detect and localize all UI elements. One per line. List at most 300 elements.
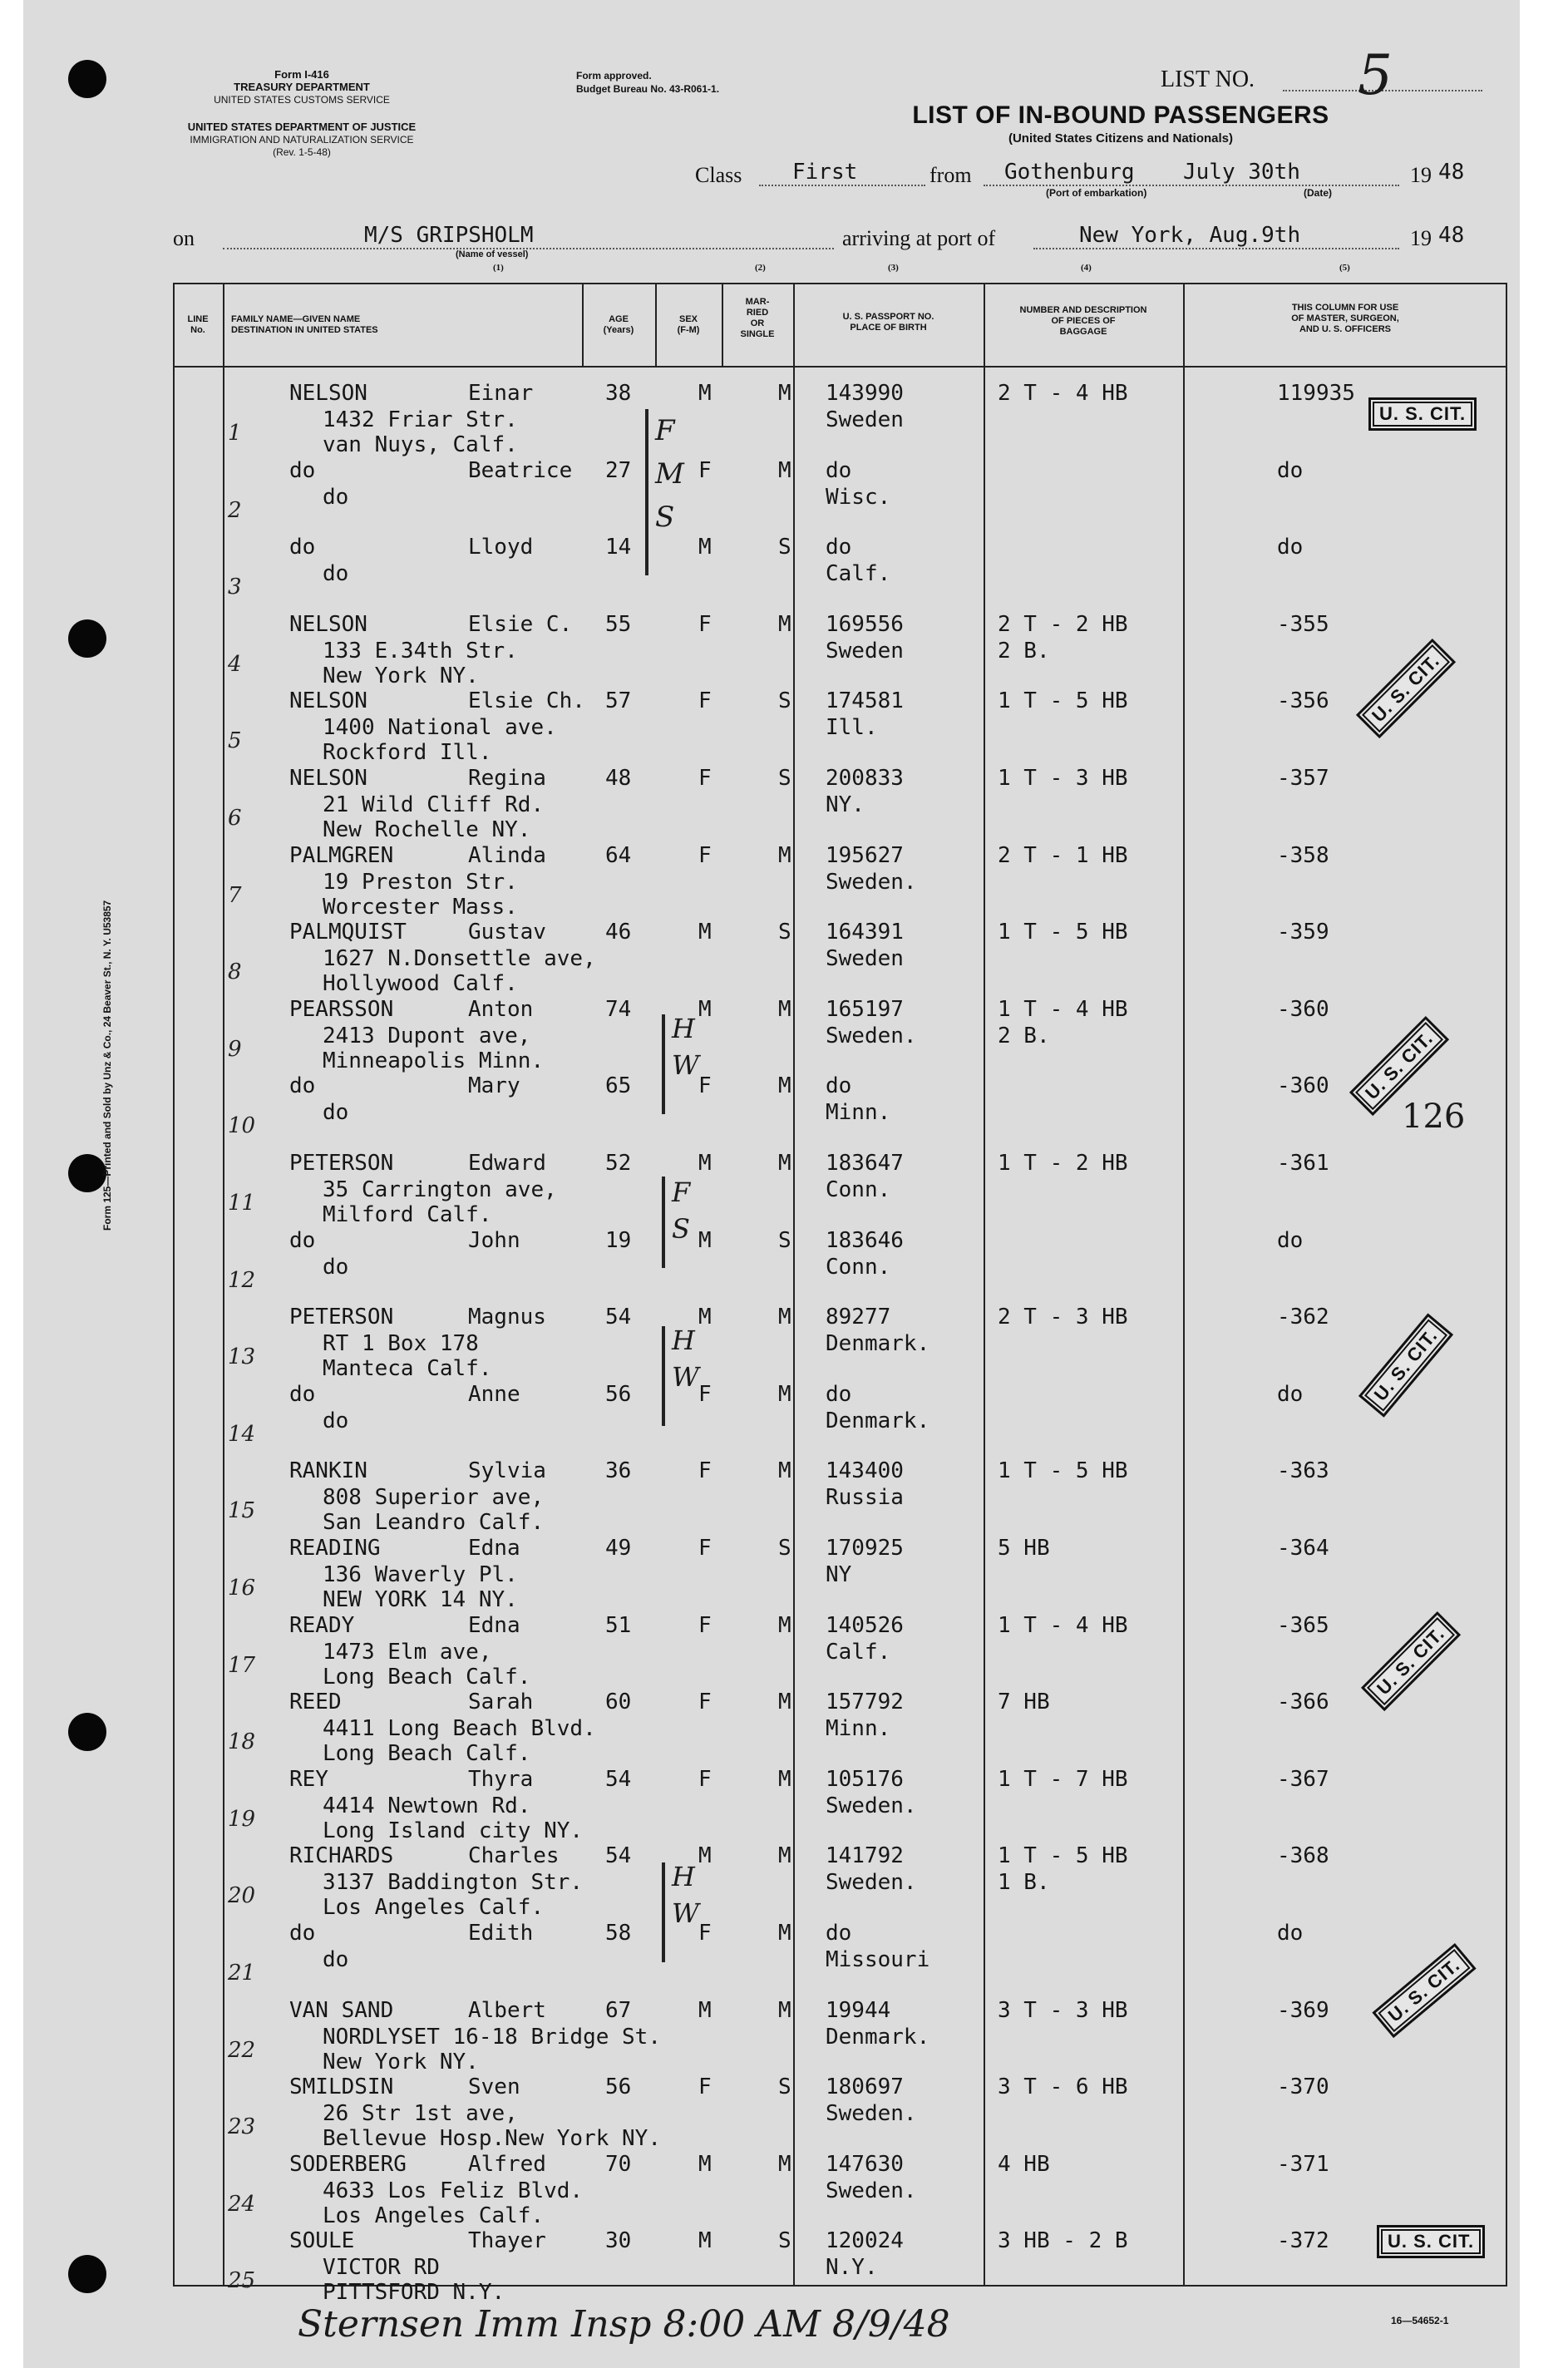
cell-baggage2: 2 B.	[998, 1023, 1050, 1048]
cell-birth: N.Y.	[826, 2255, 878, 2281]
hand-marks	[672, 1858, 705, 1931]
col-number: (4)	[1081, 263, 1092, 273]
header-line-no: LINE No.	[187, 314, 209, 335]
cell-surname: REY	[289, 1766, 328, 1792]
col-number: (2)	[755, 263, 766, 273]
cell-officer: -372	[1277, 2228, 1329, 2254]
header-married: MAR- RIED OR SINGLE	[740, 297, 775, 339]
line-check-mark: 12	[228, 1267, 256, 1293]
cell-baggage1: 1 T - 5 HB	[998, 1843, 1128, 1869]
cell-sex: M	[698, 996, 712, 1022]
vessel-caption: (Name of vessel)	[456, 249, 529, 259]
cell-baggage1: 1 T - 5 HB	[998, 1458, 1128, 1484]
cell-officer: -369	[1277, 1997, 1329, 2023]
cell-ms: M	[778, 1843, 791, 1869]
cell-sex: M	[698, 1227, 712, 1253]
cell-ms: M	[778, 1151, 791, 1176]
cell-age: 64	[605, 842, 632, 868]
us-cit-stamp: U. S. CIT.	[1372, 1943, 1476, 2038]
cell-surname: do	[289, 457, 316, 483]
cell-age: 38	[605, 381, 632, 406]
form-sheet	[23, 0, 1520, 2368]
cell-dest1: 1473 Elm ave,	[323, 1639, 492, 1665]
cell-birth: Minn.	[826, 1716, 891, 1742]
cell-dest1: do	[323, 1254, 349, 1280]
cell-age: 14	[605, 535, 632, 560]
cell-ms: S	[778, 1536, 791, 1561]
cell-surname: PALMGREN	[289, 842, 394, 868]
cell-dest2: Minneapolis Minn.	[323, 1048, 545, 1073]
cell-ms: S	[778, 920, 791, 945]
cell-sex: M	[698, 920, 712, 945]
cell-birth: Minn.	[826, 1100, 891, 1126]
on-label: on	[173, 226, 195, 250]
form-approved: Form approved.	[576, 70, 652, 81]
cell-dest1: 21 Wild Cliff Rd.	[323, 792, 545, 817]
line-check-mark: 2	[228, 497, 242, 523]
cell-dest2: NEW YORK 14 NY.	[323, 1587, 518, 1612]
cell-ms: M	[778, 1305, 791, 1330]
year-value-2: 48	[1438, 223, 1465, 248]
cell-dest2: New York NY.	[323, 663, 479, 688]
cell-dest2: PITTSFORD N.Y.	[323, 2280, 505, 2306]
cell-age: 55	[605, 611, 632, 637]
cell-dest2: Bellevue Hosp.New York NY.	[323, 2126, 661, 2152]
dept-treasury: TREASURY DEPARTMENT	[234, 81, 370, 93]
cell-birth: Denmark.	[826, 1408, 930, 1433]
hand-bracket	[662, 1014, 665, 1114]
cell-birth: Calf.	[826, 561, 891, 587]
hand-mark: W	[672, 1897, 699, 1929]
cell-dest1: 4411 Long Beach Blvd.	[323, 1716, 596, 1742]
cell-age: 57	[605, 688, 632, 714]
cell-birth: Russia	[826, 1485, 904, 1511]
hand-marks	[672, 1010, 705, 1083]
cell-surname: do	[289, 1073, 316, 1099]
cell-baggage1: 1 T - 3 HB	[998, 766, 1128, 791]
cell-passport: 180697	[826, 2074, 904, 2100]
cell-dest2: Los Angeles Calf.	[323, 1895, 545, 1921]
footer-code: 16—54652-1	[1391, 2315, 1449, 2326]
cell-dest1: do	[323, 1947, 349, 1972]
cell-age: 67	[605, 1997, 632, 2023]
class-value: First	[792, 160, 858, 185]
cell-age: 52	[605, 1151, 632, 1176]
cell-dest2: van Nuys, Calf.	[323, 432, 518, 457]
cell-age: 36	[605, 1458, 632, 1484]
line-check-mark: 8	[228, 960, 242, 985]
cell-surname: PEARSSON	[289, 996, 394, 1022]
cell-ms: M	[778, 1458, 791, 1484]
cell-surname: RICHARDS	[289, 1843, 394, 1869]
col-divider	[793, 283, 795, 2287]
cell-sex: M	[698, 2151, 712, 2177]
cell-dest2: Worcester Mass.	[323, 894, 518, 920]
cell-ms: S	[778, 535, 791, 560]
cell-dest2: San Leandro Calf.	[323, 1510, 545, 1536]
punch-hole	[68, 60, 106, 98]
cell-baggage1: 7 HB	[998, 1690, 1050, 1715]
cell-officer: -359	[1277, 920, 1329, 945]
cell-dest1: 19 Preston Str.	[323, 869, 518, 895]
cell-officer: -365	[1277, 1612, 1329, 1638]
cell-ms: S	[778, 2074, 791, 2100]
cell-surname: PALMQUIST	[289, 920, 407, 945]
class-line	[759, 185, 925, 186]
cell-baggage1: 2 T - 4 HB	[998, 381, 1128, 406]
line-check-mark: 23	[228, 2114, 256, 2140]
cell-passport: 183646	[826, 1227, 904, 1253]
cell-officer: -360	[1277, 996, 1329, 1022]
cell-sex: M	[698, 2228, 712, 2254]
cell-given: Charles	[468, 1843, 560, 1869]
cell-sex: F	[698, 1458, 712, 1484]
line-check-mark: 11	[228, 1191, 256, 1216]
header-officers: THIS COLUMN FOR USE OF MASTER, SURGEON, AND U. S. OFFICERS	[1291, 303, 1399, 334]
cell-baggage2: 2 B.	[998, 638, 1050, 664]
header-divider	[173, 366, 1507, 368]
cell-given: Einar	[468, 381, 534, 406]
cell-age: 65	[605, 1073, 632, 1099]
cell-ms: M	[778, 1997, 791, 2023]
cell-dest1: 26 Str 1st ave,	[323, 2101, 518, 2127]
dept-ins: IMMIGRATION AND NATURALIZATION SERVICE	[190, 134, 414, 146]
cell-given: Regina	[468, 766, 546, 791]
cell-dest2: Long Island city NY.	[323, 1818, 584, 1843]
us-cit-stamp: U. S. CIT.	[1377, 2225, 1485, 2258]
cell-officer: -370	[1277, 2074, 1329, 2100]
cell-officer: -364	[1277, 1536, 1329, 1561]
cell-officer: -355	[1277, 611, 1329, 637]
cell-dest1: do	[323, 561, 349, 587]
cell-dest1: VICTOR RD	[323, 2255, 440, 2281]
line-check-mark: 24	[228, 2191, 256, 2217]
cell-sex: F	[698, 1536, 712, 1561]
cell-ms: M	[778, 1612, 791, 1638]
hand-mark: F	[655, 414, 675, 447]
cell-passport: do	[826, 457, 852, 483]
cell-dest1: 4633 Los Feliz Blvd.	[323, 2178, 584, 2203]
list-no-label: LIST NO.	[1161, 67, 1255, 92]
cell-dest1: 1400 National ave.	[323, 715, 557, 741]
header-sex: SEX (F-M)	[677, 314, 700, 335]
cell-birth: Sweden	[826, 407, 904, 432]
cell-birth: Sweden	[826, 946, 904, 972]
cell-officer: 119935	[1277, 381, 1355, 406]
cell-age: 19	[605, 1227, 632, 1253]
cell-age: 30	[605, 2228, 632, 2254]
cell-birth: Denmark.	[826, 1331, 930, 1357]
cell-given: Albert	[468, 1997, 546, 2023]
cell-sex: F	[698, 842, 712, 868]
cell-given: John	[468, 1227, 520, 1253]
hand-bracket	[645, 409, 648, 575]
line-check-mark: 17	[228, 1652, 256, 1678]
cell-dest1: 35 Carrington ave,	[323, 1177, 557, 1202]
cell-given: Sylvia	[468, 1458, 546, 1484]
us-cit-stamp: U. S. CIT.	[1361, 1611, 1461, 1711]
hand-mark: H	[672, 1013, 695, 1044]
cell-given: Gustav	[468, 920, 546, 945]
cell-passport: 19944	[826, 1997, 891, 2023]
cell-surname: do	[289, 1381, 316, 1407]
cell-sex: F	[698, 1381, 712, 1407]
cell-baggage1: 1 T - 4 HB	[998, 1612, 1128, 1638]
cell-birth: Sweden.	[826, 1870, 917, 1896]
budget-bureau: Budget Bureau No. 43-R061-1.	[576, 83, 720, 95]
cell-ms: M	[778, 1766, 791, 1792]
us-cit-stamp: U. S. CIT.	[1349, 1016, 1449, 1116]
cell-officer: -361	[1277, 1151, 1329, 1176]
hand-bracket	[662, 1326, 665, 1426]
cell-birth: Ill.	[826, 715, 878, 741]
cell-given: Anton	[468, 996, 534, 1022]
cell-ms: M	[778, 611, 791, 637]
cell-officer: -357	[1277, 766, 1329, 791]
cell-age: 54	[605, 1843, 632, 1869]
cell-birth: NY.	[826, 792, 865, 817]
cell-officer: -371	[1277, 2151, 1329, 2177]
cell-passport: 140526	[826, 1612, 904, 1638]
cell-baggage1: 1 T - 5 HB	[998, 920, 1128, 945]
cell-surname: do	[289, 1921, 316, 1946]
cell-officer: do	[1277, 1381, 1304, 1407]
cell-passport: 200833	[826, 766, 904, 791]
cell-given: Mary	[468, 1073, 520, 1099]
cell-dest2: New York NY.	[323, 2049, 479, 2074]
col-divider	[984, 283, 985, 2287]
rev-date: (Rev. 1-5-48)	[273, 146, 331, 158]
cell-surname: PETERSON	[289, 1151, 394, 1176]
cell-given: Magnus	[468, 1305, 546, 1330]
cell-dest2: Long Beach Calf.	[323, 1741, 531, 1767]
cell-surname: NELSON	[289, 611, 367, 637]
cell-age: 60	[605, 1690, 632, 1715]
port-line	[984, 185, 1399, 186]
cell-dest1: 136 Waverly Pl.	[323, 1562, 518, 1587]
list-no-value: 5	[1358, 43, 1393, 107]
line-check-mark: 10	[228, 1113, 256, 1139]
cell-birth: Sweden.	[826, 1793, 917, 1818]
hand-mark: W	[672, 1049, 699, 1081]
cell-given: Sven	[468, 2074, 520, 2100]
col-number: (5)	[1339, 263, 1350, 273]
cell-passport: do	[826, 1073, 852, 1099]
cell-birth: Wisc.	[826, 484, 891, 510]
cell-surname: VAN SAND	[289, 1997, 394, 2023]
cell-given: Sarah	[468, 1690, 534, 1715]
us-cit-stamp: U. S. CIT.	[1368, 397, 1477, 431]
line-check-mark: 15	[228, 1498, 256, 1524]
cell-dest1: do	[323, 1100, 349, 1126]
cell-passport: 195627	[826, 842, 904, 868]
line-check-mark: 4	[228, 651, 242, 677]
cell-passport: 141792	[826, 1843, 904, 1869]
cell-given: Thayer	[468, 2228, 546, 2254]
cell-baggage1: 2 T - 1 HB	[998, 842, 1128, 868]
margin-note: 126	[1402, 1098, 1466, 1136]
cell-given: Alinda	[468, 842, 546, 868]
cell-sex: F	[698, 611, 712, 637]
cell-ms: M	[778, 381, 791, 406]
cell-officer: do	[1277, 1227, 1304, 1253]
cell-dest1: 4414 Newtown Rd.	[323, 1793, 531, 1818]
cell-age: 56	[605, 2074, 632, 2100]
header-baggage: NUMBER AND DESCRIPTION OF PIECES OF BAGGAGE	[1019, 305, 1147, 337]
cell-baggage1: 1 T - 2 HB	[998, 1151, 1128, 1176]
cell-dest2: Milford Calf.	[323, 1202, 492, 1227]
punch-hole	[68, 2255, 106, 2293]
cell-age: 48	[605, 766, 632, 791]
cell-given: Edward	[468, 1151, 546, 1176]
cell-officer: -358	[1277, 842, 1329, 868]
cell-dest1: do	[323, 1408, 349, 1433]
cell-birth: Denmark.	[826, 2024, 930, 2050]
cell-age: 56	[605, 1381, 632, 1407]
hand-bracket	[662, 1177, 665, 1268]
cell-officer: do	[1277, 457, 1304, 483]
arriving-label: arriving at port of	[842, 226, 996, 250]
cell-passport: 89277	[826, 1305, 891, 1330]
cell-passport: 165197	[826, 996, 904, 1022]
col-divider	[1183, 283, 1185, 2287]
header-name: FAMILY NAME—GIVEN NAME DESTINATION IN UNITED STATES	[231, 314, 378, 335]
year-label-2: 19	[1410, 226, 1432, 250]
cell-sex: M	[698, 1843, 712, 1869]
vessel-line	[223, 248, 834, 249]
cell-given: Edith	[468, 1921, 534, 1946]
cell-ms: M	[778, 1690, 791, 1715]
cell-baggage1: 2 T - 2 HB	[998, 611, 1128, 637]
cell-officer: do	[1277, 1921, 1304, 1946]
cell-age: 54	[605, 1766, 632, 1792]
cell-dest1: 808 Superior ave,	[323, 1485, 545, 1511]
cell-birth: NY	[826, 1562, 852, 1587]
cell-passport: 169556	[826, 611, 904, 637]
cell-sex: M	[698, 1305, 712, 1330]
cell-sex: M	[698, 1151, 712, 1176]
cell-age: 54	[605, 1305, 632, 1330]
cell-baggage1: 1 T - 4 HB	[998, 996, 1128, 1022]
line-check-mark: 1	[228, 421, 242, 446]
cell-sex: M	[698, 381, 712, 406]
cell-officer: -368	[1277, 1843, 1329, 1869]
cell-ms: M	[778, 996, 791, 1022]
cell-dest1: 1432 Friar Str.	[323, 407, 518, 432]
cell-ms: S	[778, 1227, 791, 1253]
cell-surname: PETERSON	[289, 1305, 394, 1330]
cell-age: 58	[605, 1921, 632, 1946]
cell-officer: -363	[1277, 1458, 1329, 1484]
vessel-name: M/S GRIPSHOLM	[364, 223, 534, 248]
cell-surname: NELSON	[289, 766, 367, 791]
cell-surname: NELSON	[289, 381, 367, 406]
line-check-mark: 7	[228, 882, 242, 908]
col-number: (1)	[493, 263, 504, 273]
cell-officer: -362	[1277, 1305, 1329, 1330]
cell-birth: Sweden	[826, 638, 904, 664]
us-cit-stamp: U. S. CIT.	[1356, 639, 1456, 738]
cell-ms: S	[778, 688, 791, 714]
cell-given: Alfred	[468, 2151, 546, 2177]
cell-sex: F	[698, 766, 712, 791]
cell-ms: M	[778, 2151, 791, 2177]
cell-baggage1: 5 HB	[998, 1536, 1050, 1561]
hand-mark: S	[672, 1213, 690, 1245]
cell-given: Edna	[468, 1536, 520, 1561]
cell-given: Anne	[468, 1381, 520, 1407]
cell-officer: -367	[1277, 1766, 1329, 1792]
cell-dest2: Manteca Calf.	[323, 1356, 492, 1382]
cell-dest2: Los Angeles Calf.	[323, 2203, 545, 2228]
us-cit-stamp: U. S. CIT.	[1358, 1313, 1453, 1417]
cell-dest1: do	[323, 484, 349, 510]
dept-justice: UNITED STATES DEPARTMENT OF JUSTICE	[187, 121, 417, 133]
cell-surname: do	[289, 1227, 316, 1253]
line-check-mark: 18	[228, 1729, 256, 1755]
cell-surname: READY	[289, 1612, 355, 1638]
cell-sex: F	[698, 1921, 712, 1946]
cell-passport: 183647	[826, 1151, 904, 1176]
cell-ms: S	[778, 766, 791, 791]
cell-dest2: Hollywood Calf.	[323, 971, 518, 997]
year-label: 19	[1410, 163, 1432, 187]
cell-surname: do	[289, 535, 316, 560]
hand-mark: S	[655, 501, 675, 534]
cell-birth: Calf.	[826, 1639, 891, 1665]
cell-sex: F	[698, 1690, 712, 1715]
cell-surname: SMILDSIN	[289, 2074, 394, 2100]
cell-baggage2: 1 B.	[998, 1870, 1050, 1896]
hand-marks	[672, 1322, 705, 1395]
hand-marks	[655, 409, 688, 539]
hand-bracket	[662, 1862, 665, 1962]
arrival-port: New York, Aug.9th	[1079, 223, 1301, 248]
cell-dest1: NORDLYSET 16-18 Bridge St.	[323, 2024, 661, 2050]
cell-age: 51	[605, 1612, 632, 1638]
cell-surname: READING	[289, 1536, 381, 1561]
cell-given: Thyra	[468, 1766, 534, 1792]
cell-ms: M	[778, 457, 791, 483]
cell-ms: M	[778, 1381, 791, 1407]
cell-age: 74	[605, 996, 632, 1022]
cell-birth: Sweden.	[826, 2178, 917, 2203]
cell-dest1: RT 1 Box 178	[323, 1331, 479, 1357]
cell-surname: REED	[289, 1690, 342, 1715]
cell-baggage1: 1 T - 7 HB	[998, 1766, 1128, 1792]
cell-sex: F	[698, 2074, 712, 2100]
hand-mark: H	[672, 1325, 695, 1356]
cell-dest2: Long Beach Calf.	[323, 1664, 531, 1690]
cell-dest1: 2413 Dupont ave,	[323, 1023, 531, 1048]
embark-date: July 30th	[1183, 160, 1300, 185]
cell-passport: 170925	[826, 1536, 904, 1561]
cell-passport: 147630	[826, 2151, 904, 2177]
from-label: from	[929, 163, 972, 187]
year-value: 48	[1438, 160, 1465, 185]
line-check-mark: 19	[228, 1806, 256, 1832]
cell-sex: M	[698, 1997, 712, 2023]
line-check-mark: 5	[228, 728, 242, 754]
arrival-line	[1033, 248, 1399, 249]
cell-passport: 105176	[826, 1766, 904, 1792]
cell-age: 70	[605, 2151, 632, 2177]
cell-sex: M	[698, 535, 712, 560]
line-check-mark: 16	[228, 1576, 256, 1601]
hand-mark: F	[672, 1177, 691, 1208]
cell-surname: NELSON	[289, 688, 367, 714]
cell-ms: M	[778, 1073, 791, 1099]
